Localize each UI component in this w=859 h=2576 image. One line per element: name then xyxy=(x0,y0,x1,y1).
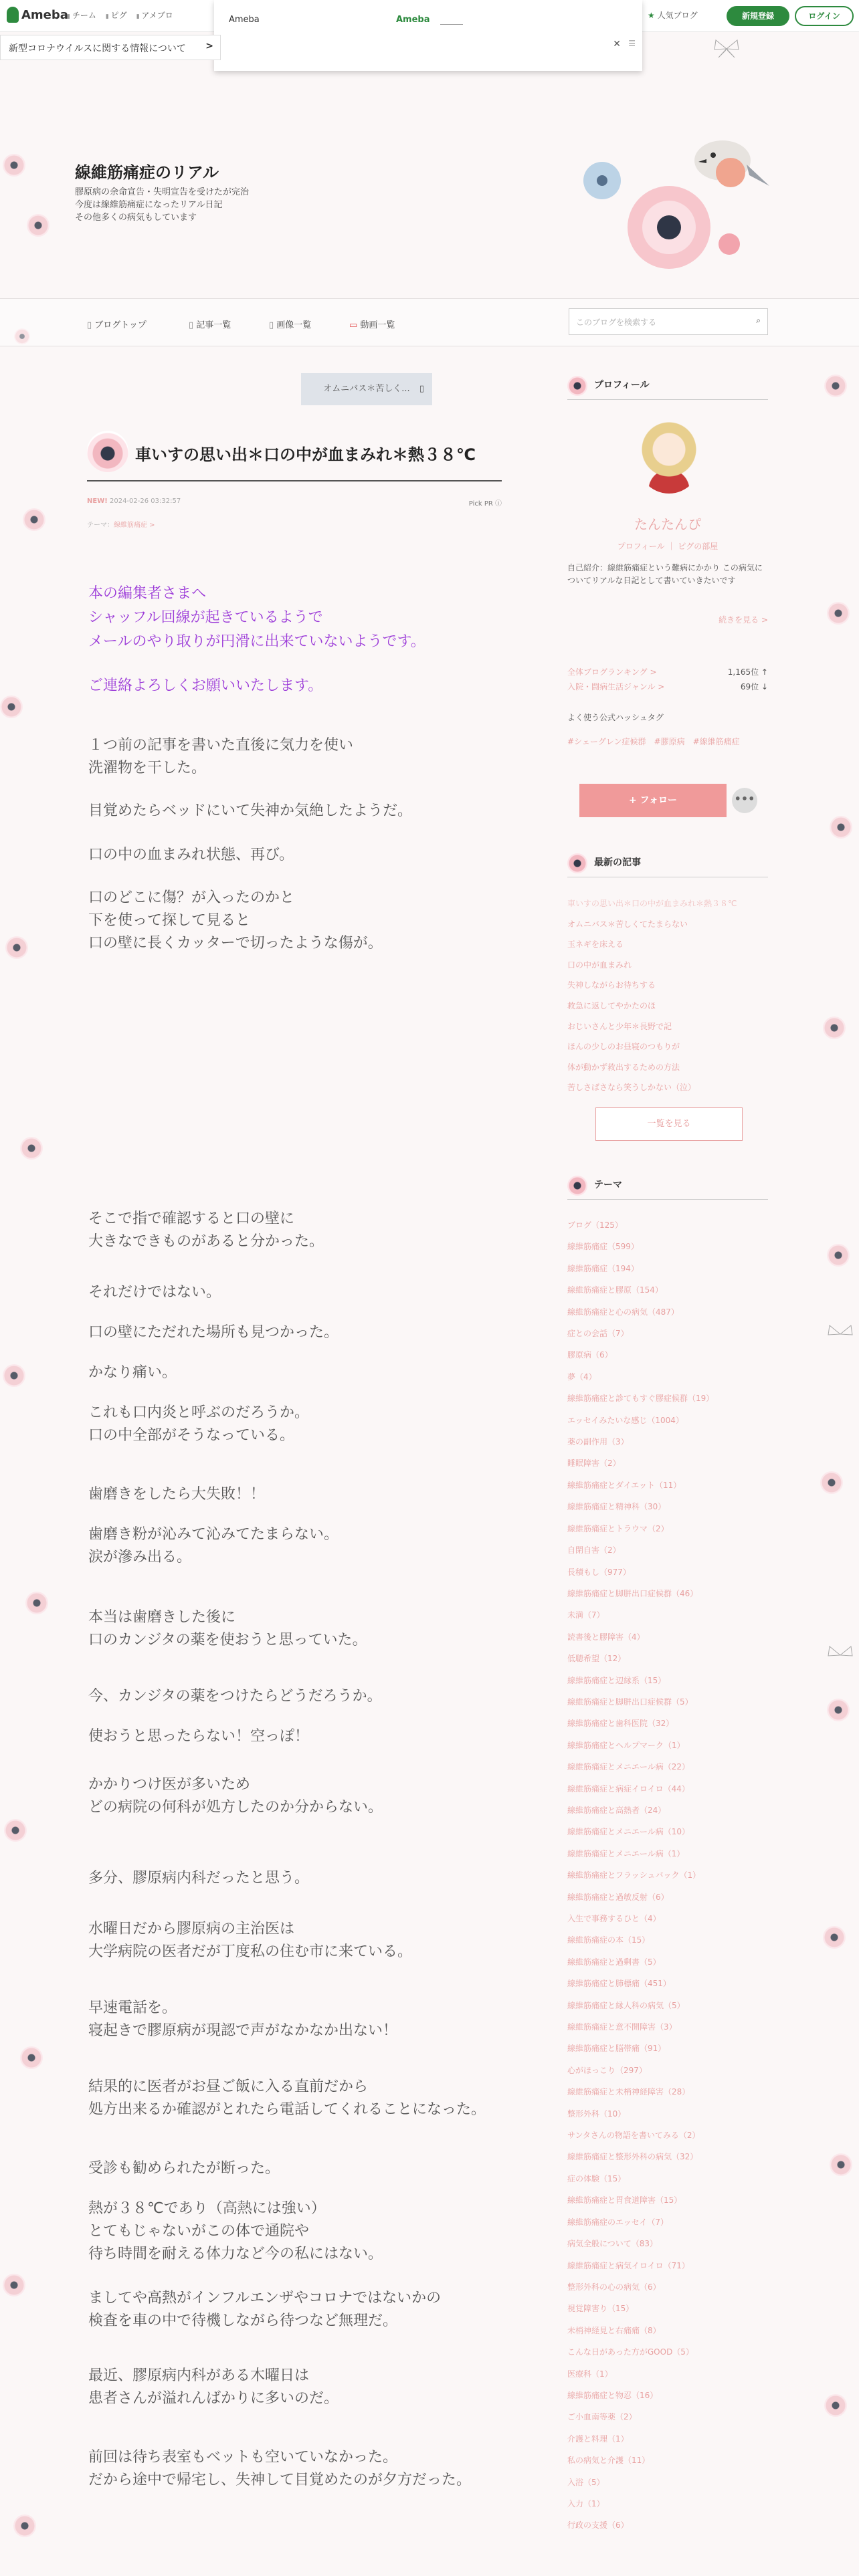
recent-article-link[interactable]: 苦しさばさなら笑うしかない（泣） xyxy=(567,1083,696,1093)
post-text-line: だから途中で帰宅し、失神して目覚めたのが夕方だった。 xyxy=(88,2472,472,2488)
theme-link[interactable]: 夢（4） xyxy=(567,1372,597,1382)
post-text-line: 洗濯物を干した。 xyxy=(88,760,207,776)
title-divider xyxy=(87,480,502,481)
butterfly-decoration xyxy=(827,1324,854,1344)
theme-link[interactable]: 線維筋痛症と診てもすぐ膠症候群（19） xyxy=(567,1394,714,1404)
ranking-value: 1,165位 ↑ xyxy=(727,667,768,677)
post-text-line: 処方出来るか確認がとれたら電話してくれることになった。 xyxy=(88,2101,486,2118)
profile-avatar[interactable] xyxy=(636,420,702,494)
theme-link[interactable]: 医療科（1） xyxy=(567,2369,613,2379)
post-paragraph xyxy=(88,1483,265,1506)
flower-decoration xyxy=(20,2046,43,2069)
post-paragraph xyxy=(88,2197,383,2266)
post-text-line: 口の壁にただれた場所も見つかった。 xyxy=(88,1324,339,1341)
post-text-line: 涙が滲み出る。 xyxy=(88,1549,192,1566)
editor-notice-line: シャッフル回線が起きているようで xyxy=(88,609,323,626)
post-text-line: 歯磨きをしたら大失敗！！ xyxy=(88,1486,266,1503)
hashtag-link[interactable]: #膠原病 xyxy=(654,737,685,746)
ranking-genre[interactable] xyxy=(567,681,768,692)
theme-link[interactable]: 症との会話（7） xyxy=(567,1329,629,1339)
recent-article-link[interactable]: 失神しながらお待ちする xyxy=(567,980,656,990)
theme-link[interactable]: 線維筋痛症とヘルプマーク（1） xyxy=(567,1740,685,1750)
post-text-line: 使おうと思ったらない！空っぽ！ xyxy=(88,1728,310,1745)
theme-link[interactable]: 長積もし（977） xyxy=(567,1567,631,1577)
post-text-line: 寝起きで膠原病が現認で声がなかなか出ない！ xyxy=(88,2022,398,2039)
flower-decoration xyxy=(827,602,850,625)
ameba-logo[interactable] xyxy=(7,7,68,23)
recent-article-link[interactable]: 救急に返してやかたのほ xyxy=(567,1000,656,1010)
post-text-line: 下を使って探して見ると xyxy=(88,912,251,929)
register-button[interactable]: 新規登録 xyxy=(727,6,789,26)
theme-link[interactable]: 読書後と膠障害（4） xyxy=(567,1632,645,1642)
recommended-article-label: オムニバス＊苦しく... xyxy=(323,384,410,394)
popup-label: Ameba xyxy=(229,15,260,25)
theme-label: テーマ： xyxy=(87,522,114,529)
more-options-icon[interactable]: ••• xyxy=(732,788,757,813)
theme-link[interactable]: 線維筋痛症と肺標痛（451） xyxy=(567,1979,671,1989)
editor-notice-line: 本の編集者さまへ xyxy=(88,585,207,602)
theme-link[interactable]: 線維筋痛症と病気イロイロ（71） xyxy=(567,2260,690,2270)
theme-link[interactable]: ご小血南等薬（2） xyxy=(567,2412,637,2422)
blog-search-input[interactable] xyxy=(569,308,768,335)
post-text-line: 目覚めたらベッドにいて失神か気絶したようだ。 xyxy=(88,802,413,819)
post-paragraph xyxy=(88,1281,221,1304)
theme-link[interactable]: 線維筋痛症とフラッシュバック（1） xyxy=(567,1870,701,1881)
flower-decoration xyxy=(20,1137,43,1160)
post-text-line: どの病院の何科が処方したのか分からない。 xyxy=(88,1799,383,1816)
theme-link[interactable]: 私の病気と介護（11） xyxy=(567,2456,650,2466)
theme-link[interactable]: 線維筋痛症と脳帯痛（91） xyxy=(567,2044,666,2054)
theme-link[interactable]: 線維筋痛症とメニエール病（10） xyxy=(567,1827,690,1837)
ameba-logo-text: Ameba xyxy=(21,7,68,22)
flower-decoration xyxy=(3,1364,25,1387)
theme-link[interactable]: 膠原病（6） xyxy=(567,1350,613,1360)
flower-decoration xyxy=(27,214,50,237)
post-paragraph xyxy=(88,2157,280,2180)
post-paragraph xyxy=(88,1321,339,1344)
view-all-button[interactable]: 一覧を見る xyxy=(595,1107,743,1141)
theme-link[interactable]: 線維筋痛症（599） xyxy=(567,1242,639,1252)
theme-link[interactable]: 線維筋痛症と高熱者（24） xyxy=(567,1805,666,1815)
post-text-line: かなり痛い。 xyxy=(88,1364,177,1381)
ranking-value: 69位 ↓ xyxy=(740,682,768,691)
post-text-line: これも口内炎と呼ぶのだろうか。 xyxy=(88,1404,310,1421)
theme-link[interactable]: 病気全般について（83） xyxy=(567,2239,658,2249)
post-text-line: 熱が３８℃であり（高熱には強い） xyxy=(88,2200,326,2217)
ranking-label: 入院・闘病生活ジャンル > xyxy=(567,682,665,691)
theme-link[interactable]: 症の体験（15） xyxy=(567,2173,626,2183)
ameba-dropdown-popup xyxy=(214,0,642,71)
butterfly-decoration xyxy=(713,39,740,59)
flower-decoration xyxy=(824,2394,847,2417)
post-paragraph xyxy=(88,800,412,823)
profile-more-link[interactable]: 続きを見る > xyxy=(719,615,768,625)
theme-link[interactable]: 線維筋痛症とメニエール病（1） xyxy=(567,1848,685,1858)
post-paragraph xyxy=(88,1362,177,1384)
theme-link[interactable]: 線維筋痛症と脚胼出口症候群（5） xyxy=(567,1697,693,1707)
blog-description-line: 今度は線維筋痛症になったリアル日記 xyxy=(75,200,223,210)
theme-link[interactable]: 介護と料理（1） xyxy=(567,2434,629,2444)
nav-article-list[interactable]: ▯ 記事一覧 xyxy=(189,318,231,330)
covid-notice-link[interactable] xyxy=(0,35,221,60)
ranking-overall[interactable] xyxy=(567,666,768,677)
flower-decoration xyxy=(827,1699,850,1721)
blog-nav xyxy=(0,298,859,346)
pick-pr-badge[interactable]: Pick PR ⓘ xyxy=(468,500,502,508)
post-paragraph xyxy=(88,734,353,780)
theme-link[interactable]: こんな日があった方がGOOD（5） xyxy=(567,2347,694,2357)
butterfly-decoration xyxy=(827,1645,854,1665)
theme-link[interactable]: 入浴（5） xyxy=(567,2477,605,2487)
post-meta xyxy=(87,498,181,505)
editor-notice-closing: ご連絡よろしくお願いいたします。 xyxy=(88,677,323,694)
flower-decoration xyxy=(3,2274,25,2296)
flower-decoration xyxy=(0,695,23,718)
follow-button[interactable]: + フォロー xyxy=(579,784,727,817)
theme-link[interactable]: 線維筋痛症と心の病気（487） xyxy=(567,1307,679,1317)
theme-link[interactable]: 線維筋痛症と縁人科の病気（5） xyxy=(567,2000,685,2010)
blog-title[interactable]: 線維筋痛症のリアル xyxy=(75,163,219,182)
recent-article-link[interactable]: 車いすの思い出＊口の中が血まみれ＊熱３８℃ xyxy=(567,899,737,908)
theme-link[interactable]: 低聴希望（12） xyxy=(567,1654,626,1664)
recent-articles-list xyxy=(567,893,768,1098)
post-title: 車いすの思い出＊口の中が血まみれ＊熱３８℃ xyxy=(135,445,476,464)
theme-list xyxy=(567,1214,768,2537)
post-text-line: そこで指で確認すると口の壁に xyxy=(88,1210,295,1227)
post-text-line: 患者さんが溢れんばかりに多いのだ。 xyxy=(88,2390,339,2407)
popular-blog-link[interactable]: ★ 人気ブログ xyxy=(648,9,698,21)
blog-description xyxy=(75,186,249,224)
hashtag-list xyxy=(567,736,740,747)
hashtag-link[interactable]: #シェーグレン症候群 xyxy=(567,737,646,746)
recent-article-link[interactable]: オムニバス＊苦しくてたまらない xyxy=(567,919,688,929)
flower-decoration xyxy=(823,1926,846,1949)
theme-link[interactable]: 線維筋痛症（194） xyxy=(567,1263,639,1273)
post-text-line: 口の壁に長くカッターで切ったような傷が。 xyxy=(88,935,383,952)
theme-link[interactable]: 線維筋痛症 > xyxy=(114,522,155,529)
theme-link[interactable]: 線維筋痛症と膠原（154） xyxy=(567,1285,663,1295)
theme-link[interactable]: サンタさんの物語を書いてみる（2） xyxy=(567,2131,700,2141)
nav-video-list[interactable]: ▭ 動画一覧 xyxy=(349,318,395,330)
theme-link[interactable]: 線維筋痛症と物忍（16） xyxy=(567,2390,658,2400)
theme-link[interactable]: 睡眠障害（2） xyxy=(567,1459,621,1469)
nav-blog-top[interactable]: ▯ ブログトップ xyxy=(87,318,147,330)
hashtag-heading: よく使う公式ハッシュタグ xyxy=(567,713,664,722)
recent-article-link[interactable]: 体が動かず救出するための方法 xyxy=(567,1062,680,1072)
flower-decoration xyxy=(4,1819,27,1842)
post-text-line: 口のカンジタの薬を使おうと思っていた。 xyxy=(88,1632,367,1648)
post-text-line: それだけではない。 xyxy=(88,1284,221,1301)
flower-decoration xyxy=(830,2153,852,2176)
flower-decoration xyxy=(25,1592,48,1614)
post-paragraph xyxy=(88,2446,471,2492)
post-text-line: 前回は待ち表室もベットも空いていなかった。 xyxy=(88,2449,398,2466)
post-text-line: 受診も勧められたが断った。 xyxy=(88,2160,280,2177)
recent-article-link[interactable]: ほんの少しのお昼寝のつもりが xyxy=(567,1042,680,1052)
post-text-line: 口のどこに傷？が入ったのかと xyxy=(88,889,295,906)
sidebar-profile-heading: プロフィール xyxy=(567,373,768,400)
flower-decoration xyxy=(13,2514,36,2537)
post-text-line: 口の中全部がそうなっている。 xyxy=(88,1427,295,1444)
theme-link[interactable]: 線維筋痛症と歯科医院（32） xyxy=(567,1719,674,1729)
post-text-line: １つ前の記事を書いた直後に気力を使い xyxy=(88,737,354,754)
theme-link[interactable]: 線維筋痛症とトラウマ（2） xyxy=(567,1523,669,1533)
theme-link[interactable]: 線維筋痛症のエッセイ（7） xyxy=(567,2217,669,2227)
popup-tab[interactable]: Ameba xyxy=(396,15,430,25)
theme-link[interactable]: 線維筋痛症と辺縁系（15） xyxy=(567,1675,666,1685)
nav-image-list[interactable]: ▯ 画像一覧 xyxy=(269,318,311,330)
login-button[interactable]: ログイン xyxy=(795,6,854,26)
popup-underline xyxy=(440,24,463,25)
theme-link[interactable]: 線維筋痛症と意不開障害（3） xyxy=(567,2022,677,2032)
post-paragraph xyxy=(88,2076,486,2121)
profile-links[interactable]: プロフィール ｜ ピグの部屋 xyxy=(617,542,719,551)
flower-decoration xyxy=(5,936,28,959)
flower-decoration xyxy=(3,154,25,177)
flower-decoration xyxy=(827,1244,850,1267)
post-text-line: 歯磨き粉が沁みて沁みてたまらない。 xyxy=(88,1526,339,1543)
editor-notice xyxy=(88,582,425,654)
blog-description-line: 膠原病の余命宣告・失明宣告を受けたが完治 xyxy=(75,187,250,197)
theme-link[interactable]: 線維筋痛症とダイエット（11） xyxy=(567,1480,682,1490)
post-paragraph xyxy=(88,1725,309,1748)
theme-link[interactable]: 線維筋痛症の本（15） xyxy=(567,1935,650,1945)
theme-link[interactable]: 未梢神経見と右痛痛（8） xyxy=(567,2325,661,2335)
theme-link[interactable]: 線維筋痛症と病症イロイロ（44） xyxy=(567,1784,690,1794)
search-placeholder: このブログを検索する xyxy=(576,318,657,327)
close-icon[interactable]: ✕ xyxy=(613,39,621,49)
theme-link[interactable]: 線維筋痛症と精神科（30） xyxy=(567,1502,666,1512)
post-text-line: 待ち時間を耐える体力など今の私にはない。 xyxy=(88,2246,383,2262)
profile-intro: 自己紹介：線維筋痛症という難病にかかり この病気についてリアルな日記として書いていきたいです xyxy=(567,563,763,585)
theme-link[interactable]: 整形外科の心の病気（6） xyxy=(567,2282,661,2292)
theme-link[interactable]: 整形外科（10） xyxy=(567,2109,626,2119)
theme-link[interactable]: 線維筋痛症と脚胼出口症候群（46） xyxy=(567,1588,698,1598)
post-paragraph xyxy=(88,1918,412,1963)
post-text-line: とてもじゃないがこの体で通院や xyxy=(88,2223,310,2240)
post-text-line: 多分、膠原病内科だったと思う。 xyxy=(88,1870,310,1887)
post-text-line: 検査を車の中で待機しながら待つなど無理だ。 xyxy=(88,2313,398,2329)
top-nav-team[interactable]: ▮ チーム xyxy=(67,9,96,21)
post-paragraph xyxy=(88,1867,309,1890)
post-paragraph xyxy=(88,1997,397,2042)
post-text-line: 今、カンジタの薬をつけたらどうだろうか。 xyxy=(88,1688,382,1705)
post-text-line: ましてや高熱がインフルエンザやコロナではないかの xyxy=(88,2290,442,2306)
post-flower-icon xyxy=(87,431,128,472)
post-text-line: 本当は歯磨きした後に xyxy=(88,1609,236,1626)
theme-link[interactable]: 入生で事務するひと（4） xyxy=(567,1914,661,1923)
top-nav-pigg[interactable]: ▮ ピグ xyxy=(106,9,127,21)
search-icon[interactable]: ⌕ xyxy=(756,316,761,325)
theme-link[interactable]: 入力（1） xyxy=(567,2498,605,2508)
top-nav xyxy=(67,9,173,21)
post-text-line: 早速電話を。 xyxy=(88,2000,177,2016)
post-date: 2024-02-26 03:32:57 xyxy=(109,498,181,505)
post-paragraph xyxy=(88,1523,339,1569)
profile-name[interactable]: たんたんぴ xyxy=(634,516,701,532)
theme-link[interactable]: 行政の支援（6） xyxy=(567,2520,629,2531)
theme-link[interactable]: 未満（7） xyxy=(567,1610,605,1620)
hashtag-link[interactable]: #線維筋痛症 xyxy=(692,737,740,746)
sidebar-recent-heading: 最新の記事 xyxy=(567,851,768,877)
theme-link[interactable]: 線維筋痛症と過剰書（5） xyxy=(567,1957,661,1967)
theme-link[interactable]: 自閉自害（2） xyxy=(567,1545,621,1555)
theme-link[interactable]: 線維筋痛症と未梢神経障害（28） xyxy=(567,2087,690,2097)
post-paragraph xyxy=(88,1774,383,1819)
theme-link[interactable]: 線維筋痛症と過敏反射（6） xyxy=(567,1892,669,1902)
bookmark-icon: ▯ xyxy=(419,384,424,394)
flower-decoration xyxy=(820,1471,843,1494)
theme-link[interactable]: 薬の副作用（3） xyxy=(567,1437,629,1447)
theme-link[interactable]: 線維筋痛症と整形外科の病気（32） xyxy=(567,2152,698,2162)
theme-link[interactable]: 線維筋痛症とメニエール病（22） xyxy=(567,1762,690,1772)
recommended-article-button[interactable] xyxy=(301,373,432,405)
post-paragraph xyxy=(88,844,294,867)
recent-article-link[interactable]: 玉ネギを床える xyxy=(567,940,624,950)
flower-decoration xyxy=(823,1016,846,1039)
post-paragraph xyxy=(88,887,383,955)
theme-link[interactable]: ブログ（125） xyxy=(567,1220,623,1230)
post-paragraph xyxy=(88,1208,324,1253)
editor-notice-line: メールのやり取りが円滑に出来ていないようです。 xyxy=(88,633,425,650)
post-text-line: 水曜日だから膠原病の主治医は xyxy=(88,1921,295,1937)
flower-decoration xyxy=(830,816,852,839)
post-theme xyxy=(87,519,155,529)
ameba-logo-icon xyxy=(7,7,19,23)
post-paragraph xyxy=(88,2287,441,2333)
top-nav-ameblo[interactable]: ▮ アメブロ xyxy=(136,9,173,21)
post-text-line: 大きなできものがあると分かった。 xyxy=(88,1233,324,1250)
blog-description-line: その他多くの病気もしています xyxy=(75,213,197,223)
post-text-line: 最近、膠原病内科がある木曜日は xyxy=(88,2367,310,2384)
post-paragraph xyxy=(88,1402,309,1447)
notice-text: 新型コロナウイルスに関する情報について xyxy=(9,43,186,54)
recent-article-link[interactable]: おじいさんと少年＊長野で記 xyxy=(567,1021,672,1031)
theme-link[interactable]: 線維筋痛症と胃食道障害（15） xyxy=(567,2195,682,2206)
theme-link[interactable]: エッセイみたいな感じ（1004） xyxy=(567,1415,684,1425)
flower-decoration xyxy=(23,508,45,531)
sidebar-theme-heading: テーマ xyxy=(567,1173,768,1200)
post-text-line: かかりつけ医が多いため xyxy=(88,1776,251,1793)
recent-article-link[interactable]: 口の中が血まみれ xyxy=(567,960,632,970)
post-text-line: 口の中の血まみれ状態、再び。 xyxy=(88,847,294,863)
post-text-line: 結果的に医者がお昼ご飯に入る直前だから xyxy=(88,2078,369,2095)
post-paragraph xyxy=(88,1606,367,1652)
theme-link[interactable]: 視覚障害り（15） xyxy=(567,2304,634,2314)
header-bird-flower-illustration xyxy=(555,100,769,281)
post-paragraph xyxy=(88,2365,339,2410)
flower-decoration xyxy=(824,374,847,397)
theme-link[interactable]: 心がほっこり（297） xyxy=(567,2065,647,2075)
new-badge: NEW! xyxy=(87,498,108,505)
ranking-label: 全体ブログランキング > xyxy=(567,667,657,677)
post-paragraph xyxy=(88,1685,382,1708)
chevron-right-icon: > xyxy=(205,41,213,51)
menu-icon[interactable]: ☰ xyxy=(628,39,636,48)
post-text-line: 大学病院の医者だが丁度私の住む市に来ている。 xyxy=(88,1943,413,1960)
